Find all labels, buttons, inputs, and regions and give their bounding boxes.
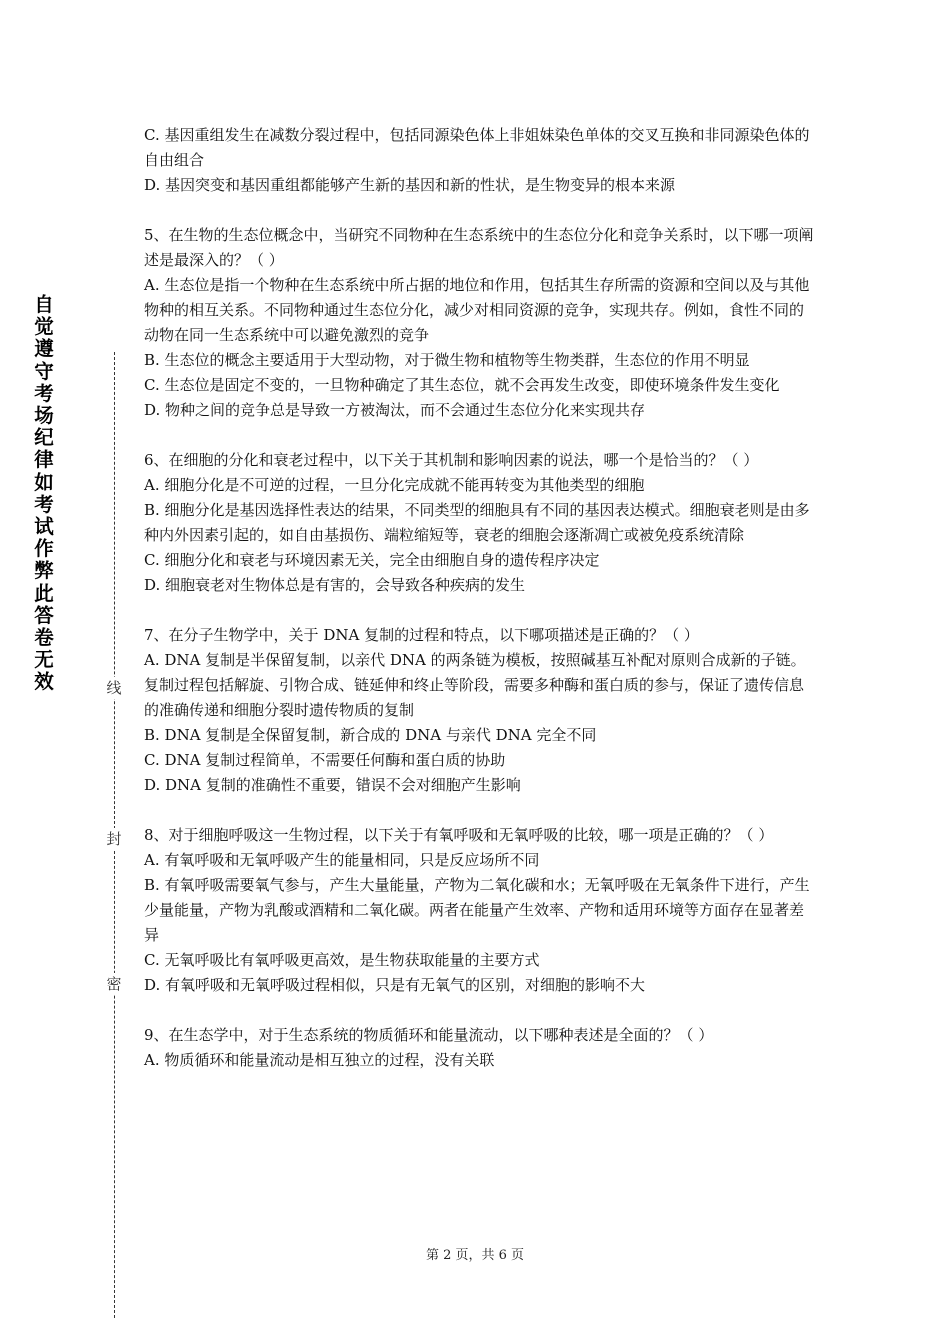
option-c: C. DNA 复制过程简单，不需要任何酶和蛋白质的协助	[144, 751, 506, 769]
question-7	[144, 623, 814, 798]
option-a: A. 有氧呼吸和无氧呼吸产生的能量相同，只是反应场所不同	[144, 851, 540, 869]
question-4-continued	[144, 123, 814, 198]
question-stem: 7、在分子生物学中，关于 DNA 复制的过程和特点，以下哪项描述是正确的？（ ）	[144, 626, 699, 644]
option-a: A. 细胞分化是不可逆的过程，一旦分化完成就不能再转变为其他类型的细胞	[144, 476, 645, 494]
question-stem: 6、在细胞的分化和衰老过程中，以下关于其机制和影响因素的说法，哪一个是恰当的？（ ）	[144, 451, 759, 469]
question-stem: 5、在生物的生态位概念中，当研究不同物种在生态系统中的生态位分化和竞争关系时，以下哪一项阐述是最深入的？（ ）	[144, 226, 814, 269]
question-6	[144, 448, 814, 598]
binding-mark-xian: 线	[104, 677, 124, 699]
question-stem: 8、对于细胞呼吸这一生物过程，以下关于有氧呼吸和无氧呼吸的比较，哪一项是正确的？（ ）	[144, 826, 774, 844]
option-c: C. 生态位是固定不变的，一旦物种确定了其生态位，就不会再发生改变，即使环境条件发生变化	[144, 376, 780, 394]
option-c: C. 细胞分化和衰老与环境因素无关，完全由细胞自身的遗传程序决定	[144, 551, 600, 569]
binding-mark-mi: 密	[104, 973, 124, 995]
binding-mark-feng: 封	[104, 828, 124, 850]
option-a: A. 生态位是指一个物种在生态系统中所占据的地位和作用，包括其生存所需的资源和空间以及与其他物种的相互关系。不同物种通过生态位分化，减少对相同资源的竞争，实现共存。例如，食性不同的动物在同一生态系统中可以避免激烈的竞争	[144, 276, 810, 344]
question-list	[144, 123, 814, 1073]
option-a: A. DNA 复制是半保留复制，以亲代 DNA 的两条链为模板，按照碱基互补配对原则合成新的子链。复制过程包括解旋、引物合成、链延伸和终止等阶段，需要多种酶和蛋白质的参与，保证了遗传信息的准确传递和细胞分裂时遗传物质的复制	[144, 651, 806, 719]
option-b: B. DNA 复制是全保留复制，新合成的 DNA 与亲代 DNA 完全不同	[144, 726, 597, 744]
option-a: A. 物质循环和能量流动是相互独立的过程，没有关联	[144, 1051, 495, 1069]
option-d: D. 物种之间的竞争总是导致一方被淘汰，而不会通过生态位分化来实现共存	[144, 401, 646, 419]
option-b: B. 生态位的概念主要适用于大型动物，对于微生物和植物等生物类群，生态位的作用不明显	[144, 351, 750, 369]
option-d: D. 基因突变和基因重组都能够产生新的基因和新的性状，是生物变异的根本来源	[144, 176, 676, 194]
option-d: D. 细胞衰老对生物体总是有害的，会导致各种疾病的发生	[144, 576, 526, 594]
option-c: C. 无氧呼吸比有氧呼吸更高效，是生物获取能量的主要方式	[144, 951, 540, 969]
page-number-footer: 第 2 页，共 6 页	[425, 1248, 525, 1263]
option-b: B. 有氧呼吸需要氧气参与，产生大量能量，产物为二氧化碳和水；无氧呼吸在无氧条件下进行，产生少量能量，产物为乳酸或酒精和二氧化碳。两者在能量产生效率、产物和适用环境等方面存在显著差异	[144, 876, 810, 944]
option-c: C. 基因重组发生在减数分裂过程中，包括同源染色体上非姐妹染色单体的交叉互换和非同源染色体的自由组合	[144, 126, 810, 169]
question-8	[144, 823, 814, 998]
option-b: B. 细胞分化是基因选择性表达的结果，不同类型的细胞具有不同的基因表达模式。细胞衰老则是由多种内外因素引起的，如自由基损伤、端粒缩短等，衰老的细胞会逐渐凋亡或被免疫系统清除	[144, 501, 810, 544]
exam-rule-vertical-text: 自觉遵守考场纪律如考试作弊此答卷无效	[34, 293, 54, 694]
option-d: D. DNA 复制的准确性不重要，错误不会对细胞产生影响	[144, 776, 521, 794]
option-d: D. 有氧呼吸和无氧呼吸过程相似，只是有无氧气的区别，对细胞的影响不大	[144, 976, 646, 994]
question-9	[144, 1023, 814, 1073]
question-stem: 9、在生态学中，对于生态系统的物质循环和能量流动，以下哪种表述是全面的？（ ）	[144, 1026, 714, 1044]
question-5	[144, 223, 814, 423]
